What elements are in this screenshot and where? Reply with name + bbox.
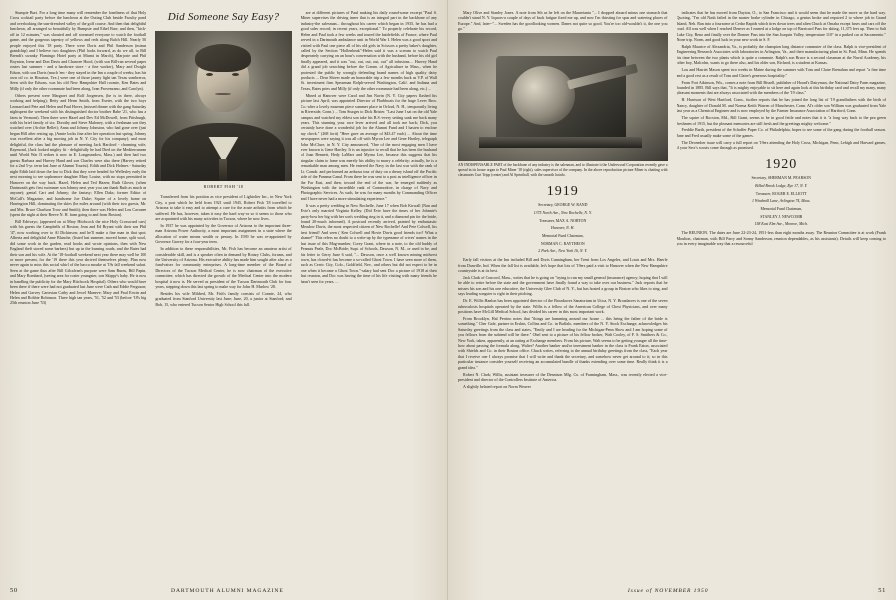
left-page-footer bbox=[10, 587, 437, 594]
paragraph: Freddie Barth, president of the Schaffer Paper Co. of Philadelphia, hopes to see some of the gang during the football season. Jane and Fred usually make some of the games. bbox=[676, 127, 886, 138]
paragraph: Lou and Harriet Mason spent two weeks in Maine during the summer with Tom and Claire Brenahan and report "a fine time and a good rest as a result of Tom and Claire's generous hospitality." bbox=[676, 67, 886, 78]
article-headline: Did Someone Say Easy? bbox=[167, 11, 280, 23]
treasurer-address: 1 Windmill Lane, Arlington 74, Mass. bbox=[751, 199, 811, 204]
photo-caption-block: AN INDISPENSABLE PART of the backbone of any industry is the salesman, and to illustrate it the Underwood Corporation recently gave a spread in its house organ to Paul Miner '18 (right), sales supervisor of the company. In the above reproduction picture Miner is chatting with classmates Curt Tripp (center) and Al Sprinthall, with the smooth hairdo. bbox=[458, 163, 668, 177]
treasurer-address: Hanover, N. H. bbox=[551, 226, 575, 231]
portrait-eye-right bbox=[232, 73, 239, 76]
paragraph: H. Harrison of West Hartford, Conn., further reports that he has joined the long list of '19 grandfathers with the birth of Nancy, daughter of Donald M. and Norma Keith Warren of Manchester, Conn. Al's older son William was graduated from Yale last year as a Chemical Engineer and is now employed by the Farmer Insurance Association of Hartford, Conn. bbox=[676, 97, 886, 114]
fund-chairman-name: NORMAN C. RAYTHEON bbox=[540, 241, 585, 246]
paragraph: Bill Edrivayo, (appeared on at Mary Hitchcock the nice Holy Crossward cars) with his guests the Campbells of Boston; Jean and Ed Bryant with their son Phil '47, now working over to Al Dickinson; and he'll make a fine man in that spot; Alberta and delightful Anne Blanche, (listed last summer, moved home, split wool, did some work in the garden, read books and wrote opinions, then with New England theft stored some barbers) but up in the burning roads; and the Bates had their son and his wife. At the '18-football weekend next year there may well be 100 or more present, for the '19 there this year shrived themselves plenty. Plan now never again to miss this social whirl of the bacca mouke at '19s fall weekend safari. Seen at the game thus after Bill Gilcalvan's purpose were Sam Burns, Bill Papin, and Mary Bombard, (seeing area for roster youngster, son Skippy's baby. He is now in handling the publicity for the Mary Hitchcock Hospital). Others who would have been there if there were had not graduated last June were Cath and Eddie Ferguson; Helen and Garvey Cartesian Cathy and Jewel Maneve; Mary and Paul Erwin and Helen and Robbie Robinson. Three high tan years, '51, '52 and '53 (before '18's big 25th reunion June '53) bbox=[10, 219, 147, 306]
secretary-line: Secretary, SHERMAN M. PEARSON bbox=[751, 176, 811, 181]
right-page-footer bbox=[458, 587, 886, 594]
fund-chairman-address: 2 Park Ave., New York 16, N. Y. bbox=[538, 248, 588, 253]
left-columns bbox=[10, 10, 437, 558]
right-page bbox=[448, 0, 896, 600]
page-number-right: 51 bbox=[878, 587, 886, 594]
left-column-3 bbox=[301, 10, 437, 558]
left-column-2 bbox=[155, 10, 291, 558]
magazine-title-footer: DARTMOUTH ALUMNI MAGAZINE bbox=[171, 588, 284, 594]
secretary-address: 1375 North Ave., New Rochelle, N. Y. bbox=[533, 210, 592, 215]
paragraph: In addition to these responsibilities, Mr. Fish has become an amateur artist of considerable skill, and is a speaker often in demand by Rotary Clubs, forums, and the University of Arizona. His executive ability has made him sought after also as a fund-raiser for community enterprises. A long-time member of the Board of Directors of the Tucson Medical Center, he is now chairman of the executive committee, which has directed the growth of the Medical Center into the modern hospital it now is. He served as president of the Tucson Dartmouth Club for four years, stepping down this last spring to make way for John H. Marlow '28. bbox=[155, 246, 292, 290]
paragraph: Stumpie Burt. For a long time many will remember the loneliness of that Holy Cross cocktail party before the luncheon at the Outing Club beside Faculty pond and overlooking the sun-drenched valley of the golf course. And then that delightful luncheon, all arranged so beautifully by Bumpsie and Ethel Barr; and then, "kick-off in 12 minutes," was shouted and off streamed everyone to watch the football game, and the gorgeous tapestry of yellows and reds along Balch Hill. Nearly 50 people enjoyed this '18 party. There were Doris and Phil Sanderson (minus grandchip) and I believe two daughters (Phil looks forward, as do we all, to Bill Brendt's swanky Flamingo Hotel party at Miami in March), Marjorie and Phil Boynton, Irene and Don Davis and Chancee Hood, (with son Bill-ran several paper routes last summer - and a hardware store - a fine worker), Mary and Dwight Edson, with son Davis (much 'em - they stayed in the Inn a couple of weeks; has his own oil co. in Houston, Tex.) were one of those jaunty light tan Texas sombreros, Seen with the Edsons, was his old New Hampshire Hall roomie, Ken Bates and Milly (if only the other roommate had been along, Ivan Provenzano, and Carolyn). bbox=[10, 10, 147, 91]
fund-chairman-address: 158 East Elm Ave., Monroe, Mich. bbox=[754, 221, 808, 226]
treasurer-line: Treasurer, ROGER E. ELLIOTT bbox=[755, 191, 807, 196]
portrait-image bbox=[155, 31, 291, 181]
portrait-hair bbox=[195, 44, 251, 72]
right-column-2 bbox=[677, 10, 887, 558]
fund-chairman-name: STANLEY J. NEWCOMB bbox=[760, 214, 803, 219]
fund-chairman-line: Memorial Fund Chairman, bbox=[541, 234, 584, 239]
portrait-photo bbox=[155, 31, 291, 181]
class-year-heading: 1920 bbox=[765, 156, 798, 172]
issue-line: Issue of NOVEMBER 1950 bbox=[627, 588, 709, 594]
paragraph: Dr. E. Willis Hanlon has been appointed director of the Broadacres Sanatorium in Utica, N. Y. Broadacres is one of the seven tuberculosis hospitals operated by the state. Willis is a fellow of the American College of Chest Physicians, and over many positions have McGill Medical School, has divided his career in this most important work. bbox=[458, 298, 668, 315]
paragraph: are at different pictures of Paul making his daily round-some excerpt "Paul S. Miner supervises the driving inner that is an integral part in the backbone of any industry-the salesman... throughout his career which began in 1935, he has had a good sales record; in recent years, exceptional." To properly celebrate his record, Helen and Paul took a few weeks and toured the battlefields of France, where Paul served in a Dartmouth ambulance unit in World War I. Helen was a good sport and visited with Paul one piece all of his old girls in Scissors a pretty baker's daughter, called by the Section "Hollenbeak"-Helen said it was a scream to watch Paul desperately carrying on an hour's conversation with the husband, before his old girl finally appeared, and it was "out, out, out, out, out" all infusions.... Harvey Hand did a grand job searching before the Comm. of Agriculture in Mass., when he protested the public by wrongly defending brand names of high quality dairy products ... Dear Shiver made an honorable trip a few months back as V.P. of Wall St. investment firm Spearman Rolph-served Washington, Calif. and Indiana and Texas, Bates pries and Milly (if only the other roommate had been along, etc.) ... bbox=[300, 10, 437, 91]
paragraph: The squire of Rocston, Md., Bill Grant, seems to be in good fettle and notes that it is "a long way back to the pea green freshmen of 1915, but the pleasant memories are still fresh and the greetings mighty welcome." bbox=[676, 115, 886, 126]
paragraph: From Brooklyn, Hal Perrino notes that "things are humming around our house ... this being the father of the bride is something." Cher Gale, partner in Erskin, Collins and Co. in Buffalo, members of the N. Y. Stock Exchange, acknowledges his Saturday greetings from the class and states, "Emily and I are heading for the Michigan-Penn Show and I am hoping some of you fellows from the subtend will be there." Ohel sent to a picture of his fellow broker, Walt Cooley, of F. S. Smithers & Co., New York, taken, apparently, at an outing at Exchange members. From his picture, Walt seems to be getting younger all the time-how about passing the formula along, Walter? Another banker and/or investment banker in the class is Frank Eaton, associated with Shields and Co. in their Boston office. Chuck writes, referring to the annual birthday greetings from the class, "Each year that I receive one I always promise that I will write and thank the secretary, and somehow never get around to it; so in this particular instance consider yourself receiving an accumulated bundle of thanks extending over some time. Really think it is a grand idea." bbox=[458, 315, 668, 370]
fund-chairman-line: Memorial Fund Chairman, bbox=[760, 207, 803, 212]
office-machine-photo bbox=[458, 33, 668, 161]
portrait-tie bbox=[219, 159, 227, 181]
paragraph: Transferred from his position as vice president of Lightolier Inc., in New York City, a post which he held from 1921 until 1945, Robert Fish '18 travelled to Arizona to take it easy and to attempt a cure for the acute arthritis from which he suffered. He has, however, taken it easy the hard way-or so it seems to those who are acquainted with his many activities in Tucson, where he now lives. bbox=[155, 194, 292, 222]
portrait-eye-left bbox=[206, 73, 213, 76]
paragraph: The REUNION. The dates are June 22-23-24, 1951-less than eight months away. The Reunion Committee is at work (Frank Moulton, chairman, with Bill Parry and Sonny Sanderson, reunion dependables, as his assistants). Details will keep coming to you in every imaginable way that a resourceful bbox=[676, 230, 886, 247]
machine-base bbox=[479, 137, 642, 149]
paragraph: Early fall visitors at the Inn included Bill and Doris Cunningham, her Trent from Los Angeles, and Louis and Mrs. Haerle from Danville, Ind. When the fall list is available, let's hope that lots of '19ers paid a visit to Hanover when the New Hampshire countryside is at its best. bbox=[458, 257, 668, 274]
secretary-line: Secretary, GEORGE W. RAND bbox=[538, 203, 588, 208]
paragraph: Mary Olive and Stanley Jones. A note from Sth as he left on the Mauretania "... I dropped aboard minus one stomach that couldn't stand N. Y. liquors-a couple of days of back fatigue fixed me up, and now I'm thirsting for spas and watering places of Europe." And, later--"... Sweden has the goodlooking women. Danes not quite so good. You're too old-wouldn't it, the one you go." bbox=[458, 10, 668, 32]
paragraph: It was a pretty wedding in New Rochelle, June 17 when Bob Kirwall (Nan and Evie's only married Virginia Kelley. (Did Evie have the times of her Johnnie's party-how her big with her son's wedding ring in it, and a diamond pin for the bride, found 20-much informed). A postcard recently arrived, painted by enthusiastic Meadow Davis, the most respected citizen of New Rochelle! And Pete Colwell, his best friend! And seen ( Ken Colwell and Hovie Davis good friends too? What a shame!" This refers no doubt to a write-up by the typename of wives' names in the last issue of this Mag-number, Corey Grant, where in a note, to the old buddy of Peanuts Peale, Doc McBride; Supt. of Schools, Dawson, N. M., or used to be, and his letter to Gerry June 6 said, "... Dawson, once a well known mining midwest town, has closed-it has become a so-called Ghost Town. I have seen more of them, such as Cerric City, Colo., Goldfield, Nev., and others but did not expect to be in one when it became a Ghost Town."-salary had sent Doc a picture of 1918 at their last reunion, and Doc was having the time of his life visiting with many friends he hasn't seen for years. ... bbox=[300, 202, 437, 284]
paragraph: The December issue will carry a full report on '19ers attending the Holy Cross, Michigan, Penn, Lehigh and Harvard games, if your Secr's scouts come through as promised. bbox=[676, 139, 886, 151]
paragraph: Jack Clark of Concord, Mass., writes that he is going on "trying to run my small general (insurance) agency; hoping that I will be able to retire before the state and the government have finally found a way to take over our business." Jack reports that he misses his son and his one educative, the University Glee Club of N. Y., but has hosted a group in Boston who likes to sing, and says leading songster is right in their pitching. bbox=[458, 275, 668, 297]
paragraph: From Fort Atkinson, Wis., comes a note from Bill Bissell, publisher of Hoard's Dairyman, the National Dairy Farm magazine, founded in 1885. Bill says that, "It is mighty enjoyable to sit here and again look at this birthday card and recall my many, many pleasant moments that are always associated with the members of the '19 class." bbox=[676, 79, 886, 96]
paragraph: A slightly belated report on Norm Weaver bbox=[463, 384, 531, 390]
secretary-address: Billed Brook Lodge, Rye 17, N. Y. bbox=[755, 183, 808, 188]
right-column-1 bbox=[458, 10, 668, 558]
paragraph: Robert N. Clark; Willis, assistant treasurer of the Dennison Mfg. Co. of Framingham, Mass., was recently elected a vice-president and director of the Controllers Institute of America. bbox=[458, 371, 668, 383]
class-year-heading: 1919 bbox=[546, 183, 579, 199]
page-number-left: 50 bbox=[10, 587, 18, 594]
photo-caption: ROBERT FISH '18 bbox=[203, 183, 244, 189]
left-column-1 bbox=[10, 10, 146, 558]
treasurer-line: Treasurer, MAX A. NORTON bbox=[539, 218, 587, 223]
right-columns bbox=[458, 10, 886, 558]
paragraph: Besides his wife Mildred, Mr. Fish's family consists of Connie, 24, who graduated from Stanford University last June; June, 20, a junior at Stanford; and Bob, 15, who entered Tucson Senior High School this fall. bbox=[155, 291, 292, 307]
paragraph: In 1937 he was appointed by the Governor of Arizona to the important three-man Arizona Power Authority, a most important assignment in a state where the allocation of water means wealth or penury. In 1939 he was re-appointed by Governor Garvey for a four-year term. bbox=[155, 222, 292, 245]
paragraph: Ralph Maurice of Alexandria, Va., is probably the champion long distance commuter of the class. Ralph is vice-president of Engineering Research Associates with laboratories in Arlington, Va., and their manufacturing plant in St. Paul, Minn. He spends his time between the two plants which is quite a commute. Ralph's son Bruce is a second classman at the Naval Academy, his other boy, Malcolm, wants to go there also, and his older son, Richard, is a student at Kansas. bbox=[676, 44, 886, 66]
paragraph: indicates that he has moved from Dayton, O., to San Francisco and it would seem that he made the move as the hard way. Quoting, "I'm old Nash failed in the master brake cylinder in Chicago, a genius broke and required 2 to where job in Grand Island, Neb. Ran into a foursome at Cedar Rapids which tires down trees and alien Chuck at Omaha except fuses and cars off the road. All was well when I reached Denver as I earned at a lodge on top of Barricurd Pass for skiing, 11,375 feet up. Then to Salt Lake City, Reno and finally over the Donner Pass into the San Joaquin Valley, temperature 110° in a parked car at Sacramento." None trip. Norm, and good luck in your new work in S. F. bbox=[676, 10, 886, 43]
paragraph: Mined at Hanover were Carol and Jim Navin (N. Y. City papers flashed his picture last April; was appointed Director of Plarbboats for the huge Lever Bros. Co.-after a lovely museum piece summer place in Orford, N. H., temporarily living in Riverside, Conn.) ... Tom Sturges to Dick Brister. "Last June I sat on the old Yale campus and watched my eldest son take his B.S.-every setting sank me back many years. This stunning your race lever arrived and all took me back; Dick, you certainly have done a wonderful job for the Alumni Fund and I hasten to enclose my check." (268 forit) "Here gave an average of $43.47 each) ... About the time newspapers were saying it was all off with Myron Lee and Gene Hartley, telegraph John McClure, in N. Y. City announced, "One of the most engaging men I have ever known is Gene Hartley. It is an injustice to recall that he has been the husband of Joan Bennett, Hedy LaMarr and Myrna Lee, because this suggests that his singular claim to fame was merely his ability to marry a celebrity; actually, he is a remarkable man among men. He entered the Navy in the last war with the rank of Lt. Comdr. and performed an arduous tour of duty on a dreary island off the Pacific side of the Panama Canal. From there he was sent to a post as intelligence officer in the Far East, and then, toward the end of the war, he emerged suddenly as Washington with the incredible rank of Commodore, in charge of Navy and Photographic Services. As such, he was for many months by Commanding Officer and I have never had a more stimulating experience." bbox=[300, 92, 437, 201]
paragraph: Others present were Margaret and Rolf Jorgensen, (he is in there, always working and helping); Betty and Herm Smith, from Exeter, with the two boys Leonard and Pete and Helen and Paul Hover, (missed dinner with the gang Saturday nightspent the weekend with his distinguished doctor brother Babe '21, who has a farm in Vermont). Then there were Hazel and Dev Ed McDowell, from Pittsburgh, with his brief family of six; Dorothy and Steve Maloney, with a freshman son they watched over (Archie Bellet); Anna and Johnny Johnston, who had gone over (just began Hill after resting up, (Annie looks fine after her operation last spring. Johnny was excellent after a big moving job in N. Y. City for his company); and most delightful, the class had the pleasure of meeting Jack Hartford - charming wife, Raymond, (Jack looked mighty fit - delightfully he had Died on the Mediterranean until World War II redoes it now in E. Longmeadow, Mass.) and then had two guests Barbara and Harvey Hand and son Charles were also there (Harvey retired for a 2nd 5-yr. term last June at Alumni Tourist). Edith and Dick Holmes - Saturday night Edith laid down the law to Dick that they were headed for Wellesley early the next morning to see sophomore daughter Mary Louise, with no stops permitted in Hanover on the way back. Hazel, Helen and Ted Hazen; Ruth Glover, (when Dartmouth gets first swimmer son Johnny next year you can thank Ruth as much as anyone); genial Cart and Johnny; the fantasy; Ellen Daks; former Editor of McCall's Magazine, and handsome Joe Duke; Squire of a lovely home on Harrington Hill, dominating the skies (he miles around (with their two guests, Mr. and Mrs. Bruce Charlson Trow and Smith); then there was Helen and Lou Cavanee (spent the night at their Reeve N. H. farm going to and from Boston). bbox=[10, 92, 147, 218]
